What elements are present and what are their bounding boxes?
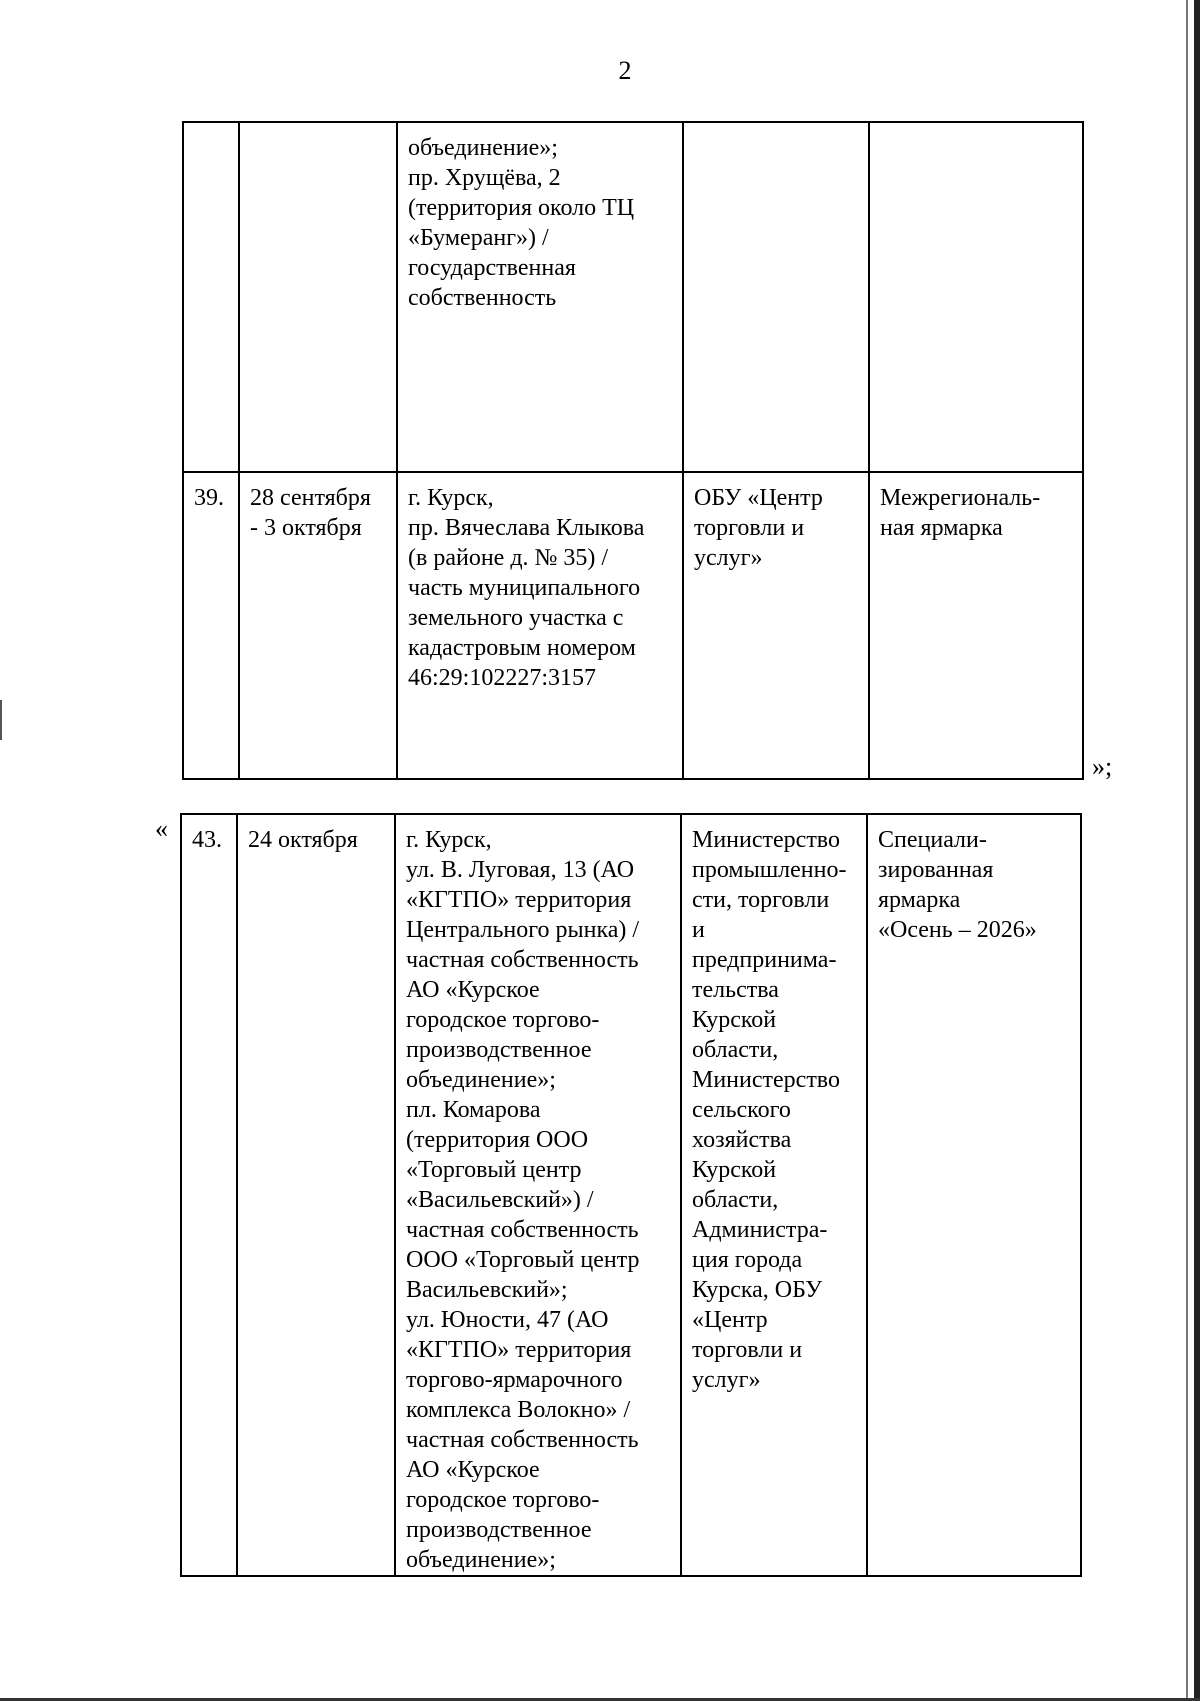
scan-edge-left-mark bbox=[0, 700, 2, 740]
cell-number: 43. bbox=[181, 814, 237, 1576]
cell-dates bbox=[239, 122, 397, 472]
cell-organizer: Министерство промышленно- сти, торговли и предпринима- тельства Курской области, Министерство сельского хозяйства Курской области, Администра- ция города Курска, ОБУ «Центр торговли и услуг» bbox=[681, 814, 867, 1576]
page-number: 2 bbox=[618, 56, 632, 85]
cell-fair-type: Межрегиональ- ная ярмарка bbox=[869, 472, 1083, 779]
opening-quote: « bbox=[155, 814, 168, 843]
cell-address: объединение»; пр. Хрущёва, 2 (территория около ТЦ «Бумеранг») / государственная собственность bbox=[397, 122, 683, 472]
scan-edge-line bbox=[1186, 0, 1188, 1701]
fair-table-bottom bbox=[180, 813, 1082, 1577]
scan-edge-right bbox=[1194, 0, 1200, 1701]
cell-dates: 28 сентября - 3 октября bbox=[239, 472, 397, 779]
cell-dates: 24 октября bbox=[237, 814, 395, 1576]
fair-table-top bbox=[182, 121, 1084, 780]
cell-number bbox=[183, 122, 239, 472]
closing-quote: »; bbox=[1092, 752, 1113, 781]
cell-organizer bbox=[683, 122, 869, 472]
table-row bbox=[183, 122, 1083, 472]
cell-organizer: ОБУ «Центр торговли и услуг» bbox=[683, 472, 869, 779]
cell-number: 39. bbox=[183, 472, 239, 779]
table-row bbox=[181, 814, 1081, 1576]
cell-fair-type bbox=[869, 122, 1083, 472]
cell-fair-type: Специали- зированная ярмарка «Осень – 2026» bbox=[867, 814, 1081, 1576]
cell-address: г. Курск, ул. В. Луговая, 13 (АО «КГТПО» территория Центрального рынка) / частная собственность АО «Курское городское торгово- производственное объединение»; пл. Комарова (территория ООО «Торговый центр «Васильевский») / частная собственность ООО «Торговый центр Васильевский»; ул. Юности, 47 (АО «КГТПО» территория торгово-ярмарочного комплекса Волокно» / частная собственность АО «Курское городское торгово- производственное объединение»; bbox=[395, 814, 681, 1576]
cell-address: г. Курск, пр. Вячеслава Клыкова (в районе д. № 35) / часть муниципального земельного участка с кадастровым номером 46:29:102227:3157 bbox=[397, 472, 683, 779]
table-row bbox=[183, 472, 1083, 779]
